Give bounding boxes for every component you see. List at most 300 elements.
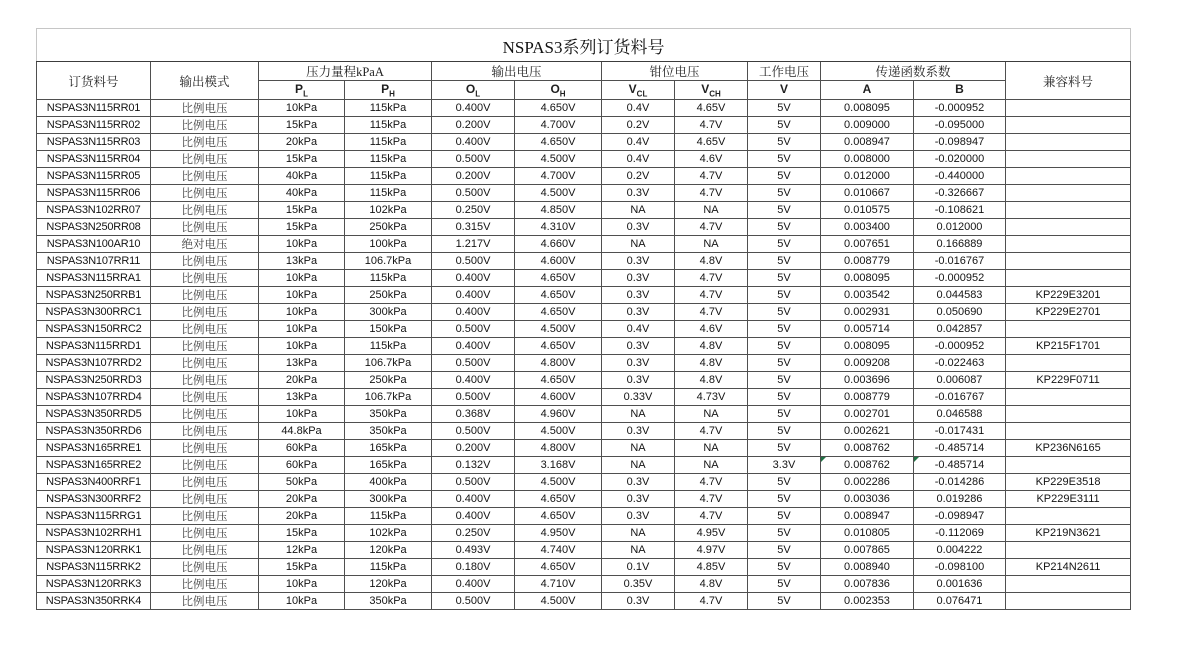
cell-ph[interactable]: 100kPa <box>345 236 432 253</box>
cell-coeff-b[interactable]: -0.017431 <box>914 423 1006 440</box>
cell-coeff-a[interactable]: 0.002353 <box>821 593 914 610</box>
cell-coeff-b[interactable]: -0.000952 <box>914 270 1006 287</box>
cell-coeff-a[interactable]: 0.003542 <box>821 287 914 304</box>
cell-output-mode[interactable]: 比例电压 <box>151 151 259 168</box>
cell-ph[interactable]: 120kPa <box>345 576 432 593</box>
col-subheader-ph[interactable]: $P_H$ <box>345 81 432 100</box>
cell-part-no[interactable]: NSPAS3N300RRF2 <box>37 491 151 508</box>
cell-oh[interactable]: 4.710V <box>515 576 602 593</box>
cell-part-no[interactable]: NSPAS3N350RRD6 <box>37 423 151 440</box>
cell-vch[interactable]: 4.7V <box>675 117 748 134</box>
cell-coeff-a[interactable]: 0.008762 <box>821 457 914 474</box>
cell-vch[interactable]: NA <box>675 406 748 423</box>
cell-oh[interactable]: 4.650V <box>515 270 602 287</box>
cell-oh[interactable]: 4.500V <box>515 185 602 202</box>
cell-coeff-b[interactable]: 0.006087 <box>914 372 1006 389</box>
cell-coeff-a[interactable]: 0.002621 <box>821 423 914 440</box>
cell-ol[interactable]: 0.500V <box>432 151 515 168</box>
cell-output-mode[interactable]: 比例电压 <box>151 304 259 321</box>
cell-vcl[interactable]: NA <box>602 202 675 219</box>
cell-oh[interactable]: 4.700V <box>515 168 602 185</box>
cell-part-no[interactable]: NSPAS3N115RR06 <box>37 185 151 202</box>
cell-compatible[interactable] <box>1006 508 1131 525</box>
cell-pl[interactable]: 13kPa <box>259 355 345 372</box>
cell-pl[interactable]: 13kPa <box>259 389 345 406</box>
cell-coeff-b[interactable]: 0.166889 <box>914 236 1006 253</box>
cell-vcl[interactable]: 0.3V <box>602 474 675 491</box>
cell-pl[interactable]: 20kPa <box>259 372 345 389</box>
cell-compatible[interactable]: KP229E3518 <box>1006 474 1131 491</box>
cell-compatible[interactable] <box>1006 321 1131 338</box>
cell-vcl[interactable]: 0.33V <box>602 389 675 406</box>
cell-coeff-a[interactable]: 0.008095 <box>821 270 914 287</box>
cell-v[interactable]: 5V <box>748 321 821 338</box>
cell-v[interactable]: 5V <box>748 542 821 559</box>
cell-ol[interactable]: 0.500V <box>432 389 515 406</box>
cell-vcl[interactable]: NA <box>602 525 675 542</box>
cell-ol[interactable]: 0.500V <box>432 423 515 440</box>
col-subheader-b[interactable]: B <box>914 81 1006 100</box>
cell-oh[interactable]: 3.168V <box>515 457 602 474</box>
cell-compatible[interactable] <box>1006 185 1131 202</box>
cell-compatible[interactable]: KP214N2611 <box>1006 559 1131 576</box>
cell-pl[interactable]: 44.8kPa <box>259 423 345 440</box>
cell-coeff-a[interactable]: 0.007836 <box>821 576 914 593</box>
cell-oh[interactable]: 4.660V <box>515 236 602 253</box>
cell-ph[interactable]: 250kPa <box>345 372 432 389</box>
cell-oh[interactable]: 4.800V <box>515 440 602 457</box>
cell-output-mode[interactable]: 比例电压 <box>151 440 259 457</box>
cell-vch[interactable]: 4.73V <box>675 389 748 406</box>
cell-v[interactable]: 5V <box>748 508 821 525</box>
cell-vcl[interactable]: 0.3V <box>602 491 675 508</box>
cell-coeff-b[interactable]: -0.485714 <box>914 457 1006 474</box>
cell-pl[interactable]: 10kPa <box>259 100 345 117</box>
cell-oh[interactable]: 4.310V <box>515 219 602 236</box>
cell-vcl[interactable]: 0.3V <box>602 287 675 304</box>
cell-vch[interactable]: 4.95V <box>675 525 748 542</box>
cell-vch[interactable]: 4.7V <box>675 508 748 525</box>
cell-vch[interactable]: 4.7V <box>675 304 748 321</box>
cell-output-mode[interactable]: 比例电压 <box>151 338 259 355</box>
col-subheader-a[interactable]: A <box>821 81 914 100</box>
cell-pl[interactable]: 60kPa <box>259 440 345 457</box>
cell-ph[interactable]: 115kPa <box>345 117 432 134</box>
cell-oh[interactable]: 4.800V <box>515 355 602 372</box>
cell-pl[interactable]: 10kPa <box>259 406 345 423</box>
cell-coeff-a[interactable]: 0.010667 <box>821 185 914 202</box>
cell-part-no[interactable]: NSPAS3N100AR10 <box>37 236 151 253</box>
cell-vch[interactable]: 4.7V <box>675 270 748 287</box>
cell-ph[interactable]: 115kPa <box>345 185 432 202</box>
col-subheader-ol[interactable]: $O_L$ <box>432 81 515 100</box>
cell-output-mode[interactable]: 比例电压 <box>151 185 259 202</box>
cell-ph[interactable]: 102kPa <box>345 202 432 219</box>
cell-coeff-b[interactable]: -0.000952 <box>914 338 1006 355</box>
cell-coeff-a[interactable]: 0.009208 <box>821 355 914 372</box>
cell-vcl[interactable]: 0.3V <box>602 219 675 236</box>
cell-v[interactable]: 5V <box>748 559 821 576</box>
cell-v[interactable]: 5V <box>748 202 821 219</box>
col-header-working-voltage[interactable]: 工作电压 <box>748 62 821 81</box>
cell-v[interactable]: 5V <box>748 253 821 270</box>
cell-ph[interactable]: 115kPa <box>345 508 432 525</box>
cell-output-mode[interactable]: 比例电压 <box>151 287 259 304</box>
cell-part-no[interactable]: NSPAS3N115RR02 <box>37 117 151 134</box>
cell-v[interactable]: 5V <box>748 440 821 457</box>
cell-oh[interactable]: 4.650V <box>515 134 602 151</box>
cell-vcl[interactable]: 0.3V <box>602 338 675 355</box>
cell-ol[interactable]: 0.400V <box>432 270 515 287</box>
cell-coeff-a[interactable]: 0.003400 <box>821 219 914 236</box>
col-subheader-vcl[interactable]: $V_{CL}$ <box>602 81 675 100</box>
cell-output-mode[interactable]: 比例电压 <box>151 593 259 610</box>
cell-coeff-a[interactable]: 0.003036 <box>821 491 914 508</box>
cell-ph[interactable]: 150kPa <box>345 321 432 338</box>
cell-pl[interactable]: 15kPa <box>259 151 345 168</box>
cell-v[interactable]: 5V <box>748 134 821 151</box>
col-header-output-voltage[interactable]: 输出电压 <box>432 62 602 81</box>
cell-compatible[interactable]: KP236N6165 <box>1006 440 1131 457</box>
cell-v[interactable]: 5V <box>748 355 821 372</box>
cell-coeff-b[interactable]: 0.076471 <box>914 593 1006 610</box>
cell-vcl[interactable]: 0.3V <box>602 270 675 287</box>
cell-compatible[interactable] <box>1006 100 1131 117</box>
sheet-title[interactable]: NSPAS3系列订货料号 <box>37 29 1131 62</box>
cell-coeff-a[interactable]: 0.003696 <box>821 372 914 389</box>
cell-vcl[interactable]: 0.3V <box>602 372 675 389</box>
cell-ol[interactable]: 0.180V <box>432 559 515 576</box>
cell-compatible[interactable] <box>1006 270 1131 287</box>
cell-vch[interactable]: 4.85V <box>675 559 748 576</box>
cell-pl[interactable]: 20kPa <box>259 491 345 508</box>
cell-oh[interactable]: 4.600V <box>515 389 602 406</box>
cell-coeff-a[interactable]: 0.002931 <box>821 304 914 321</box>
cell-vcl[interactable]: 0.3V <box>602 253 675 270</box>
cell-v[interactable]: 5V <box>748 151 821 168</box>
cell-coeff-a[interactable]: 0.008000 <box>821 151 914 168</box>
cell-coeff-b[interactable]: 0.042857 <box>914 321 1006 338</box>
cell-v[interactable]: 5V <box>748 236 821 253</box>
cell-vcl[interactable]: 0.35V <box>602 576 675 593</box>
cell-ph[interactable]: 350kPa <box>345 406 432 423</box>
cell-ph[interactable]: 115kPa <box>345 270 432 287</box>
cell-part-no[interactable]: NSPAS3N350RRD5 <box>37 406 151 423</box>
cell-pl[interactable]: 20kPa <box>259 134 345 151</box>
cell-ol[interactable]: 0.250V <box>432 202 515 219</box>
cell-compatible[interactable]: KP215F1701 <box>1006 338 1131 355</box>
cell-output-mode[interactable]: 比例电压 <box>151 168 259 185</box>
cell-part-no[interactable]: NSPAS3N250RRB1 <box>37 287 151 304</box>
cell-vcl[interactable]: 0.3V <box>602 304 675 321</box>
cell-compatible[interactable] <box>1006 423 1131 440</box>
cell-coeff-b[interactable]: -0.326667 <box>914 185 1006 202</box>
cell-part-no[interactable]: NSPAS3N107RR11 <box>37 253 151 270</box>
cell-vch[interactable]: NA <box>675 202 748 219</box>
cell-compatible[interactable] <box>1006 202 1131 219</box>
cell-compatible[interactable] <box>1006 236 1131 253</box>
cell-compatible[interactable] <box>1006 134 1131 151</box>
cell-vcl[interactable]: 0.2V <box>602 117 675 134</box>
cell-compatible[interactable]: KP229F0711 <box>1006 372 1131 389</box>
cell-v[interactable]: 5V <box>748 389 821 406</box>
cell-part-no[interactable]: NSPAS3N102RR07 <box>37 202 151 219</box>
cell-vcl[interactable]: 0.3V <box>602 508 675 525</box>
cell-coeff-b[interactable]: -0.095000 <box>914 117 1006 134</box>
cell-vch[interactable]: 4.7V <box>675 593 748 610</box>
cell-coeff-b[interactable]: -0.016767 <box>914 253 1006 270</box>
cell-part-no[interactable]: NSPAS3N107RRD4 <box>37 389 151 406</box>
cell-ol[interactable]: 0.200V <box>432 117 515 134</box>
col-header-compatible[interactable]: 兼容料号 <box>1006 62 1131 100</box>
cell-oh[interactable]: 4.600V <box>515 253 602 270</box>
cell-compatible[interactable] <box>1006 576 1131 593</box>
cell-ph[interactable]: 350kPa <box>345 423 432 440</box>
cell-coeff-a[interactable]: 0.008095 <box>821 100 914 117</box>
cell-ph[interactable]: 250kPa <box>345 219 432 236</box>
cell-ph[interactable]: 106.7kPa <box>345 253 432 270</box>
cell-ol[interactable]: 0.200V <box>432 440 515 457</box>
cell-pl[interactable]: 10kPa <box>259 270 345 287</box>
cell-compatible[interactable] <box>1006 253 1131 270</box>
cell-part-no[interactable]: NSPAS3N165RRE2 <box>37 457 151 474</box>
cell-oh[interactable]: 4.650V <box>515 338 602 355</box>
cell-ol[interactable]: 1.217V <box>432 236 515 253</box>
cell-vch[interactable]: 4.7V <box>675 474 748 491</box>
cell-part-no[interactable]: NSPAS3N115RRG1 <box>37 508 151 525</box>
cell-vcl[interactable]: NA <box>602 542 675 559</box>
cell-coeff-b[interactable]: 0.046588 <box>914 406 1006 423</box>
cell-oh[interactable]: 4.740V <box>515 542 602 559</box>
cell-oh[interactable]: 4.500V <box>515 593 602 610</box>
cell-part-no[interactable]: NSPAS3N115RR01 <box>37 100 151 117</box>
cell-output-mode[interactable]: 比例电压 <box>151 423 259 440</box>
cell-vch[interactable]: 4.97V <box>675 542 748 559</box>
cell-pl[interactable]: 10kPa <box>259 321 345 338</box>
cell-coeff-a[interactable]: 0.008779 <box>821 389 914 406</box>
cell-output-mode[interactable]: 比例电压 <box>151 321 259 338</box>
cell-vch[interactable]: 4.7V <box>675 219 748 236</box>
cell-coeff-a[interactable]: 0.008940 <box>821 559 914 576</box>
cell-coeff-b[interactable]: 0.004222 <box>914 542 1006 559</box>
cell-compatible[interactable]: KP219N3621 <box>1006 525 1131 542</box>
cell-vcl[interactable]: 0.3V <box>602 423 675 440</box>
cell-compatible[interactable] <box>1006 389 1131 406</box>
col-header-part-no[interactable]: 订货料号 <box>37 62 151 100</box>
col-header-transfer-coeffs[interactable]: 传递函数系数 <box>821 62 1006 81</box>
cell-coeff-a[interactable]: 0.008779 <box>821 253 914 270</box>
cell-coeff-b[interactable]: -0.098100 <box>914 559 1006 576</box>
col-header-pressure-range[interactable]: 压力量程kPaA <box>259 62 432 81</box>
cell-compatible[interactable] <box>1006 406 1131 423</box>
cell-oh[interactable]: 4.650V <box>515 287 602 304</box>
cell-oh[interactable]: 4.500V <box>515 321 602 338</box>
cell-output-mode[interactable]: 比例电压 <box>151 491 259 508</box>
cell-pl[interactable]: 10kPa <box>259 338 345 355</box>
cell-pl[interactable]: 20kPa <box>259 508 345 525</box>
cell-vcl[interactable]: 0.2V <box>602 168 675 185</box>
cell-ol[interactable]: 0.400V <box>432 576 515 593</box>
cell-v[interactable]: 5V <box>748 593 821 610</box>
cell-pl[interactable]: 10kPa <box>259 287 345 304</box>
cell-part-no[interactable]: NSPAS3N115RRD1 <box>37 338 151 355</box>
cell-vcl[interactable]: 0.4V <box>602 321 675 338</box>
cell-pl[interactable]: 40kPa <box>259 185 345 202</box>
cell-coeff-a[interactable]: 0.008762 <box>821 440 914 457</box>
cell-vcl[interactable]: 0.4V <box>602 100 675 117</box>
cell-coeff-b[interactable]: 0.044583 <box>914 287 1006 304</box>
cell-coeff-b[interactable]: -0.000952 <box>914 100 1006 117</box>
cell-oh[interactable]: 4.650V <box>515 491 602 508</box>
cell-vcl[interactable]: 0.1V <box>602 559 675 576</box>
cell-ph[interactable]: 300kPa <box>345 491 432 508</box>
cell-part-no[interactable]: NSPAS3N165RRE1 <box>37 440 151 457</box>
cell-part-no[interactable]: NSPAS3N120RRK3 <box>37 576 151 593</box>
cell-v[interactable]: 5V <box>748 423 821 440</box>
cell-coeff-b[interactable]: -0.108621 <box>914 202 1006 219</box>
cell-part-no[interactable]: NSPAS3N115RR05 <box>37 168 151 185</box>
cell-ol[interactable]: 0.250V <box>432 525 515 542</box>
cell-ol[interactable]: 0.400V <box>432 134 515 151</box>
cell-part-no[interactable]: NSPAS3N102RRH1 <box>37 525 151 542</box>
cell-ph[interactable]: 115kPa <box>345 168 432 185</box>
cell-v[interactable]: 5V <box>748 185 821 202</box>
cell-oh[interactable]: 4.950V <box>515 525 602 542</box>
cell-coeff-a[interactable]: 0.010805 <box>821 525 914 542</box>
cell-v[interactable]: 5V <box>748 304 821 321</box>
cell-pl[interactable]: 50kPa <box>259 474 345 491</box>
cell-vch[interactable]: 4.6V <box>675 321 748 338</box>
cell-pl[interactable]: 10kPa <box>259 236 345 253</box>
cell-ph[interactable]: 400kPa <box>345 474 432 491</box>
cell-pl[interactable]: 13kPa <box>259 253 345 270</box>
cell-output-mode[interactable]: 比例电压 <box>151 355 259 372</box>
cell-output-mode[interactable]: 比例电压 <box>151 253 259 270</box>
cell-vcl[interactable]: 0.3V <box>602 355 675 372</box>
cell-vch[interactable]: NA <box>675 457 748 474</box>
cell-ph[interactable]: 102kPa <box>345 525 432 542</box>
cell-ol[interactable]: 0.500V <box>432 355 515 372</box>
cell-ol[interactable]: 0.400V <box>432 287 515 304</box>
col-header-output-mode[interactable]: 输出模式 <box>151 62 259 100</box>
cell-output-mode[interactable]: 绝对电压 <box>151 236 259 253</box>
cell-compatible[interactable]: KP229E2701 <box>1006 304 1131 321</box>
cell-v[interactable]: 3.3V <box>748 457 821 474</box>
cell-pl[interactable]: 10kPa <box>259 593 345 610</box>
cell-coeff-b[interactable]: 0.019286 <box>914 491 1006 508</box>
cell-coeff-a[interactable]: 0.010575 <box>821 202 914 219</box>
cell-output-mode[interactable]: 比例电压 <box>151 100 259 117</box>
cell-v[interactable]: 5V <box>748 474 821 491</box>
cell-ph[interactable]: 115kPa <box>345 151 432 168</box>
cell-output-mode[interactable]: 比例电压 <box>151 474 259 491</box>
cell-ol[interactable]: 0.368V <box>432 406 515 423</box>
cell-vch[interactable]: 4.8V <box>675 338 748 355</box>
cell-part-no[interactable]: NSPAS3N115RR04 <box>37 151 151 168</box>
cell-v[interactable]: 5V <box>748 406 821 423</box>
cell-ph[interactable]: 115kPa <box>345 134 432 151</box>
cell-part-no[interactable]: NSPAS3N150RRC2 <box>37 321 151 338</box>
cell-v[interactable]: 5V <box>748 100 821 117</box>
cell-vch[interactable]: 4.7V <box>675 168 748 185</box>
cell-ph[interactable]: 115kPa <box>345 338 432 355</box>
cell-output-mode[interactable]: 比例电压 <box>151 406 259 423</box>
cell-compatible[interactable]: KP229E3201 <box>1006 287 1131 304</box>
cell-output-mode[interactable]: 比例电压 <box>151 542 259 559</box>
cell-v[interactable]: 5V <box>748 287 821 304</box>
cell-vcl[interactable]: NA <box>602 406 675 423</box>
cell-oh[interactable]: 4.500V <box>515 151 602 168</box>
cell-part-no[interactable]: NSPAS3N250RR08 <box>37 219 151 236</box>
cell-coeff-b[interactable]: -0.485714 <box>914 440 1006 457</box>
cell-ph[interactable]: 106.7kPa <box>345 355 432 372</box>
cell-compatible[interactable] <box>1006 219 1131 236</box>
cell-ph[interactable]: 115kPa <box>345 100 432 117</box>
cell-vcl[interactable]: 0.4V <box>602 134 675 151</box>
cell-compatible[interactable] <box>1006 457 1131 474</box>
cell-coeff-b[interactable]: -0.022463 <box>914 355 1006 372</box>
cell-ol[interactable]: 0.493V <box>432 542 515 559</box>
cell-ol[interactable]: 0.200V <box>432 168 515 185</box>
cell-coeff-b[interactable]: -0.440000 <box>914 168 1006 185</box>
cell-oh[interactable]: 4.650V <box>515 508 602 525</box>
col-header-clamp-voltage[interactable]: 钳位电压 <box>602 62 748 81</box>
cell-vch[interactable]: 4.65V <box>675 134 748 151</box>
cell-vch[interactable]: 4.8V <box>675 253 748 270</box>
cell-v[interactable]: 5V <box>748 168 821 185</box>
cell-coeff-a[interactable]: 0.008095 <box>821 338 914 355</box>
cell-output-mode[interactable]: 比例电压 <box>151 576 259 593</box>
cell-ph[interactable]: 165kPa <box>345 440 432 457</box>
cell-coeff-b[interactable]: -0.098947 <box>914 134 1006 151</box>
cell-pl[interactable]: 10kPa <box>259 576 345 593</box>
cell-compatible[interactable] <box>1006 542 1131 559</box>
cell-pl[interactable]: 60kPa <box>259 457 345 474</box>
cell-pl[interactable]: 40kPa <box>259 168 345 185</box>
cell-part-no[interactable]: NSPAS3N250RRD3 <box>37 372 151 389</box>
cell-output-mode[interactable]: 比例电压 <box>151 559 259 576</box>
cell-ol[interactable]: 0.500V <box>432 185 515 202</box>
cell-oh[interactable]: 4.650V <box>515 372 602 389</box>
cell-vch[interactable]: NA <box>675 440 748 457</box>
cell-v[interactable]: 5V <box>748 270 821 287</box>
cell-oh[interactable]: 4.500V <box>515 423 602 440</box>
cell-coeff-a[interactable]: 0.002701 <box>821 406 914 423</box>
col-subheader-v[interactable]: V <box>748 81 821 100</box>
cell-ph[interactable]: 120kPa <box>345 542 432 559</box>
cell-compatible[interactable] <box>1006 593 1131 610</box>
cell-part-no[interactable]: NSPAS3N350RRK4 <box>37 593 151 610</box>
cell-pl[interactable]: 15kPa <box>259 559 345 576</box>
cell-coeff-a[interactable]: 0.008947 <box>821 508 914 525</box>
cell-vch[interactable]: 4.8V <box>675 576 748 593</box>
cell-part-no[interactable]: NSPAS3N115RR03 <box>37 134 151 151</box>
cell-coeff-a[interactable]: 0.009000 <box>821 117 914 134</box>
cell-output-mode[interactable]: 比例电压 <box>151 457 259 474</box>
cell-part-no[interactable]: NSPAS3N115RRA1 <box>37 270 151 287</box>
cell-coeff-a[interactable]: 0.005714 <box>821 321 914 338</box>
cell-part-no[interactable]: NSPAS3N120RRK1 <box>37 542 151 559</box>
cell-vch[interactable]: 4.65V <box>675 100 748 117</box>
cell-coeff-a[interactable]: 0.008947 <box>821 134 914 151</box>
cell-ol[interactable]: 0.315V <box>432 219 515 236</box>
cell-vch[interactable]: 4.7V <box>675 287 748 304</box>
cell-ol[interactable]: 0.400V <box>432 491 515 508</box>
cell-vcl[interactable]: 0.4V <box>602 151 675 168</box>
cell-v[interactable]: 5V <box>748 117 821 134</box>
cell-output-mode[interactable]: 比例电压 <box>151 219 259 236</box>
cell-ph[interactable]: 350kPa <box>345 593 432 610</box>
